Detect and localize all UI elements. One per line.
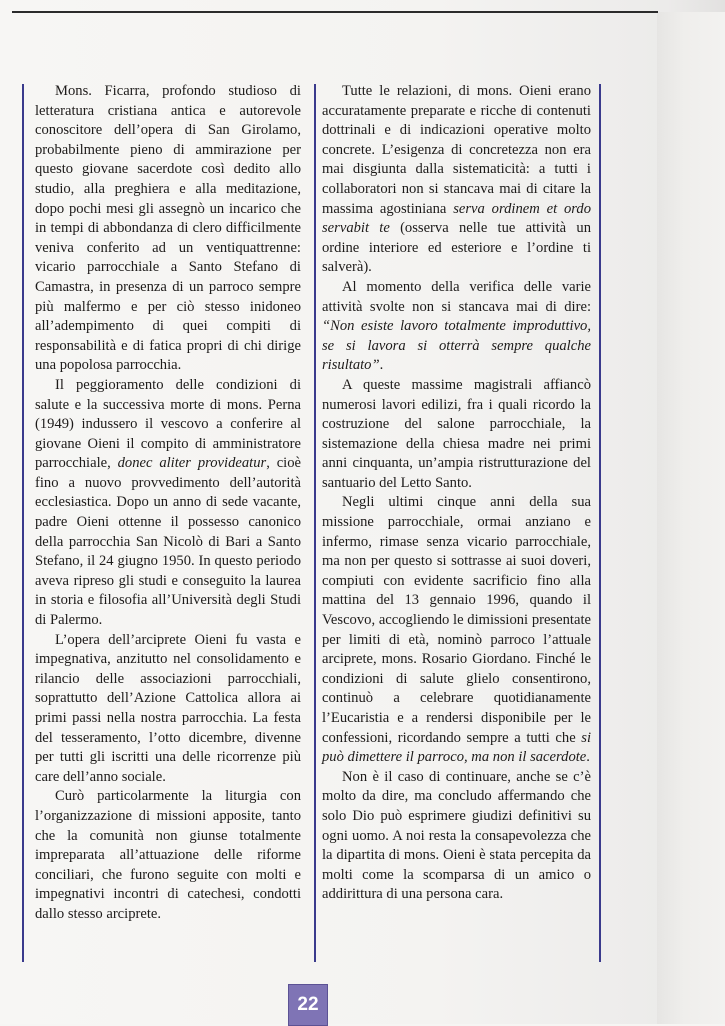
text-span: . (586, 749, 590, 766)
right-paragraph-4 (322, 493, 591, 767)
left-paragraph-3: L’opera dell’arciprete Oieni fu vasta e impegnativa, anzitutto nel consolidamento e rilancio delle associazioni parrocchiali, soprattutto dell’Azione Cattolica allora ai primi passi nella nostra parrocchia. La festa del tesseramento, l’otto dicembre, divenne per tutti gli iscritti una delle ricorrenze più care dell’anno sociale. (35, 631, 301, 785)
column-rule-right (599, 84, 601, 962)
italic-quote: “Non esiste lavoro totalmente improduttivo, se si lavora si otterrà sempre qualche risultato” (322, 318, 591, 374)
text-span: Negli ultimi cinque anni della sua missione parrocchiale, ormai anziano e infermo, rimase senza vicario parrocchiale, ma non per questo si sottrasse ai suoi doveri, compiuti con evidente sacrificio fino alla mattina del 13 gennaio 1996, quando il Vescovo, accogliendo le dimissioni presentate per limiti di età, nominò parroco l’attuale arciprete, mons. Rosario Giordano. Finché le condizioni di salute glielo consentirono, continuò a celebrare quotidianamente l’Eucaristia e a rendersi disponibile per le confessioni, ricordando sempre a tutti che (322, 494, 591, 746)
left-column (35, 82, 301, 925)
text-span: Il peggioramento delle condizioni di salute e la successiva morte di mons. Perna (1949) indussero il vescovo a conferire al giovane Oieni il compito di amministratore parrocchiale, (35, 376, 301, 472)
right-paragraph-1 (322, 82, 591, 278)
right-paragraph-5: Non è il caso di continuare, anche se c’è molto da dire, ma concludo affermando che solo Dio può esprimere giudizi definitivi su ogni uomo. A noi resta la consapevolezza che la dipartita di mons. Oieni è stata percepita da molti come la scomparsa di un amico o addirittura di una persona cara. (322, 768, 591, 903)
text-span: , cioè fino a nuovo provvedimento dell’autorità ecclesiastica. Dopo un anno di sede vacante, padre Oieni ottenne il possesso canonico della parrocchia San Nicolò di Bari a Santo Stefano, il 24 giugno 1950. In questo periodo aveva ripreso gli studi e conseguito la laurea in storia e filosofia all’Università degli Studi di Palermo. (35, 455, 302, 629)
left-paragraph-4: Curò particolarmente la liturgia con l’organizzazione di missioni apposite, tanto che la comunità non giunse totalmente impreparata all’attuazione delle riforme conciliari, che furono seguite con molti e impegnativi incontri di catechesi, condotti dallo stesso arciprete. (35, 788, 301, 922)
column-rule-middle (314, 84, 316, 962)
left-paragraph-2 (35, 376, 301, 631)
left-paragraph-1: Mons. Ficarra, profondo studioso di letteratura cristiana antica e autorevole conoscitore dell’opera di San Girolamo, probabilmente pieno di ammirazione per questo giovane sacerdote così dedito allo studio, alla preghiera e alla meditazione, dopo pochi mesi gli assegnò un incarico che in tempi di abbondanza di clero difficilmente veniva conferito ad un ventiquattrenne: vicario parrocchiale a Santo Stefano di Camastra, in presenza di un parroco sempre più malfermo e per ciò stesso inidoneo all’adempimento di quei compiti di responsabilità e di fatica propri di chi dirige una popolosa parrocchia. (35, 83, 301, 374)
italic-latin-maxim: serva ordinem et ordo servabit te (322, 200, 591, 237)
page-number-badge: 22 (288, 984, 328, 1026)
text-span: Tutte le relazioni, di mons. Oieni erano accuratamente preparate e ricche di contenuti dottrinali e di indicazioni operative molto concrete. L’esigenza di concretezza non era mai disgiunta dalla sistematicità: a tutti i collaboratori non si stancava mai di citare la massima agostiniana (322, 83, 591, 217)
top-rule (12, 11, 658, 13)
text-span: (osserva nelle tue attività un ordine interiore ed esteriore e l’ordine ti salverà). (322, 220, 591, 276)
right-paragraph-3: A queste massime magistrali affiancò numerosi lavori edilizi, fra i quali ricordo la costruzione del salone parrocchiale, la sistemazione della chiesa madre nei primi anni cinquanta, un’ampia ristrutturazione del santuario del Letto Santo. (322, 376, 591, 491)
italic-latin-phrase: donec aliter provideatur (117, 455, 267, 472)
right-paragraph-2 (322, 278, 591, 376)
text-span: . (379, 357, 384, 374)
page-gutter-shadow (657, 12, 725, 1024)
right-column (322, 82, 591, 905)
column-rule-left (22, 84, 24, 962)
italic-saying: si può dimettere il parroco, ma non il sacerdote (322, 729, 591, 766)
text-span: Al momento della verifica delle varie attività svolte non si stancava mai di dire: (322, 278, 591, 315)
